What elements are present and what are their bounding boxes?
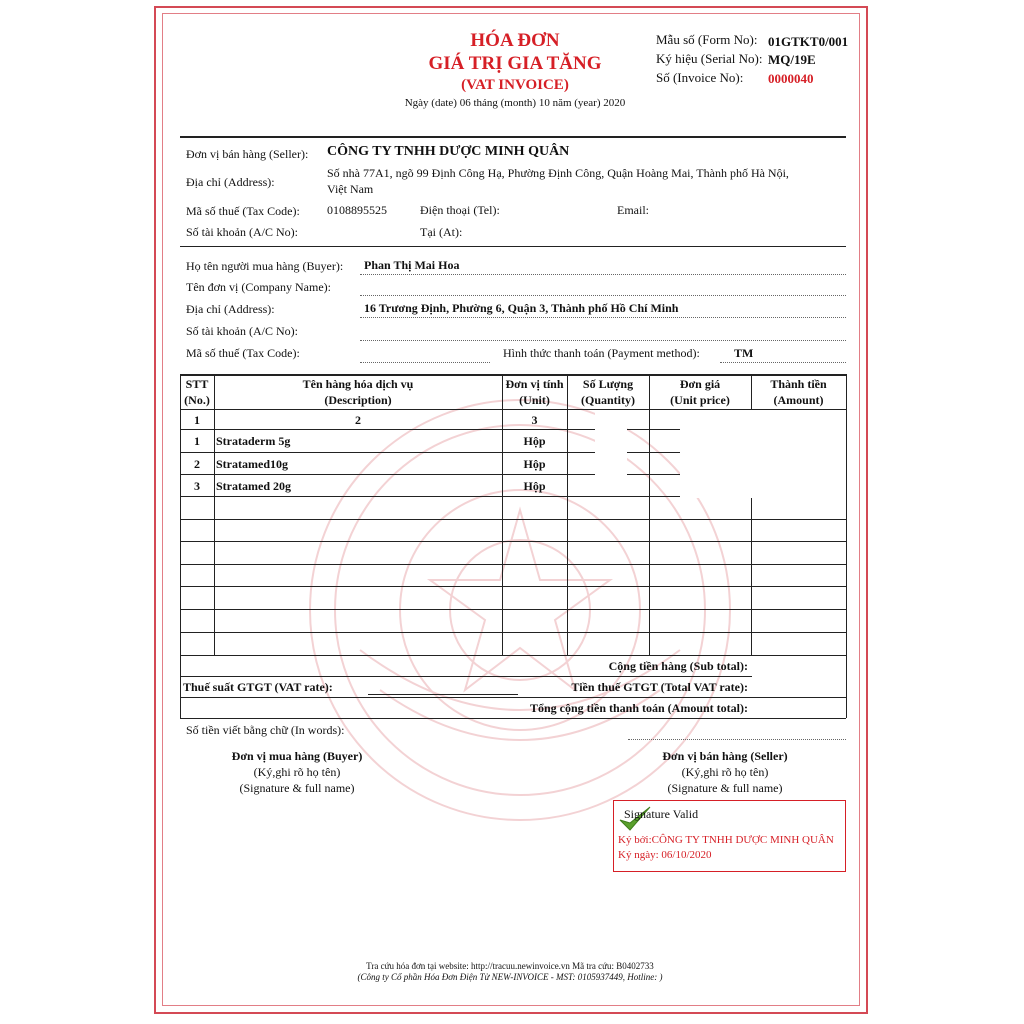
seller-divider: [180, 246, 846, 247]
seller-address-label: Địa chỉ (Address):: [186, 175, 275, 189]
redaction-mask: [680, 410, 846, 498]
header-no: STT: [185, 377, 209, 391]
digital-signature-box: [613, 800, 846, 872]
total-line: [180, 718, 846, 719]
table-row-line: [180, 519, 846, 520]
footer-lookup: Tra cứu hóa đơn tại website: http://tracuu.newinvoice.vn Mã tra cứu: B0402733: [366, 961, 654, 971]
table-row-line: [180, 564, 846, 565]
header-divider: [180, 136, 846, 138]
seller-sign-title: Đơn vị bán hàng (Seller): [662, 749, 788, 763]
invoice-date: Ngày (date) 06 tháng (month) 10 năm (year) 2020: [404, 97, 626, 109]
redaction-mask: [752, 656, 846, 696]
header-description: Tên hàng hóa dịch vụ: [302, 377, 414, 391]
form-no: 01GTKT0/001: [768, 34, 849, 49]
table-row-line: [180, 655, 846, 656]
footer-provider: (Công ty Cổ phần Hóa Đơn Điện Tử NEW-INVOICE - MST: 0105937449, Hotline: ): [357, 972, 663, 982]
table-top-line: [180, 374, 846, 376]
table-row-line: [180, 541, 846, 542]
redaction-mask: [595, 410, 627, 476]
seller-address-line1: Số nhà 77A1, ngõ 99 Định Công Hạ, Phường Định Công, Quận Hoàng Mai, Thành phố Hà Nội,: [327, 166, 789, 180]
vat-line: [180, 697, 846, 698]
buyer-account-label: Số tài khoản (A/C No):: [186, 324, 298, 338]
header-amount-en: (Amount): [773, 393, 824, 407]
table-row-line: [180, 632, 846, 633]
seller-name-label: Đơn vị bán hàng (Seller):: [186, 147, 309, 161]
invoice-no: 0000040: [768, 71, 814, 86]
in-words-dotline: [628, 739, 846, 740]
row-description: Strataderm 5g: [216, 434, 291, 448]
buyer-address-label: Địa chỉ (Address):: [186, 302, 275, 316]
seller-at-label: Tại (At):: [420, 225, 463, 239]
index-cell: 2: [355, 413, 361, 427]
seller-name: CÔNG TY TNHH DƯỢC MINH QUÂN: [327, 144, 570, 159]
row-unit: Hộp: [523, 457, 546, 471]
form-no-label: Mẫu số (Form No):: [656, 32, 758, 47]
buyer-tax-label: Mã số thuế (Tax Code):: [186, 346, 300, 360]
header-unit-price: Đơn giá: [679, 377, 721, 391]
table-row-line: [180, 609, 846, 610]
buyer-address: 16 Trương Định, Phường 6, Quận 3, Thành phố Hồ Chí Minh: [364, 301, 679, 315]
buyer-name-label: Họ tên người mua hàng (Buyer):: [186, 259, 344, 273]
header-quantity-en: (Quantity): [581, 393, 635, 407]
buyer-company-dotline: [360, 295, 846, 296]
buyer-sign-sub2: (Signature & full name): [239, 781, 355, 795]
row-description: Stratamed 20g: [216, 479, 291, 493]
signed-date: Ký ngày: 06/10/2020: [618, 849, 712, 861]
title-vn-2: GIÁ TRỊ GIA TĂNG: [428, 53, 602, 74]
seller-tax-label: Mã số thuế (Tax Code):: [186, 204, 300, 218]
header-unit-price-en: (Unit price): [670, 393, 730, 407]
buyer-name-dotline: [360, 274, 846, 275]
subtotal-label: Cộng tiền hàng (Sub total):: [608, 659, 748, 673]
row-no: 1: [194, 434, 200, 448]
seller-address-line2: Việt Nam: [327, 182, 374, 196]
redaction-mask: [752, 698, 842, 717]
buyer-address-dotline: [360, 317, 846, 318]
in-words-label: Số tiền viết bằng chữ (In words):: [186, 723, 345, 737]
title-vn: HÓA ĐƠN: [470, 30, 560, 51]
seller-email-label: Email:: [617, 203, 649, 217]
table-col-line: [567, 374, 568, 655]
vat-rate-line: [368, 694, 518, 695]
signed-by: Ký bởi:CÔNG TY TNHH DƯỢC MINH QUÂN: [618, 834, 834, 846]
seller-tel-label: Điện thoại (Tel):: [420, 203, 500, 217]
index-cell: 1: [194, 413, 200, 427]
subtotal-line: [180, 676, 846, 677]
vat-rate-label: Thuế suất GTGT (VAT rate):: [183, 680, 333, 694]
payment-dotline: [720, 362, 846, 363]
header-unit-en: (Unit): [519, 393, 550, 407]
buyer-sign-title: Đơn vị mua hàng (Buyer): [231, 749, 363, 763]
row-unit: Hộp: [523, 479, 546, 493]
payment-method-label: Hình thức thanh toán (Payment method):: [503, 346, 700, 360]
buyer-account-dotline: [360, 340, 846, 341]
table-row-line: [180, 586, 846, 587]
table-col-line: [649, 374, 650, 655]
header-unit: Đơn vị tính: [505, 377, 564, 391]
header-amount: Thành tiền: [770, 377, 827, 391]
header-quantity: Số Lượng: [582, 377, 634, 391]
row-no: 2: [194, 457, 200, 471]
invoice-no-label: Số (Invoice No):: [656, 70, 744, 85]
row-unit: Hộp: [523, 434, 546, 448]
buyer-tax-dotline: [360, 362, 490, 363]
seller-tax-code: 0108895525: [327, 203, 387, 217]
grand-total-label: Tổng cộng tiền thanh toán (Amount total):: [529, 701, 748, 715]
index-cell: 3: [531, 413, 538, 427]
row-description: Stratamed10g: [216, 457, 288, 471]
payment-method: TM: [734, 346, 754, 360]
title-en: (VAT INVOICE): [461, 77, 569, 93]
header-description-en: (Description): [324, 393, 392, 407]
row-no: 3: [194, 479, 200, 493]
signature-valid-text: Signature Valid: [624, 807, 699, 821]
vat-total-label: Tiền thuế GTGT (Total VAT rate):: [571, 680, 748, 694]
serial-label: Ký hiệu (Serial No):: [656, 51, 763, 66]
buyer-company-label: Tên đơn vị (Company Name):: [186, 280, 331, 294]
seller-sign-sub1: (Ký,ghi rõ họ tên): [681, 765, 769, 779]
buyer-sign-sub1: (Ký,ghi rõ họ tên): [253, 765, 341, 779]
seller-sign-sub2: (Signature & full name): [667, 781, 783, 795]
seller-account-label: Số tài khoản (A/C No):: [186, 225, 298, 239]
table-col-line: [846, 374, 847, 718]
header-no-en: (No.): [184, 393, 210, 407]
buyer-name: Phan Thị Mai Hoa: [364, 258, 460, 272]
serial-no: MQ/19E: [768, 52, 816, 67]
watermark-emblem-icon: [300, 390, 740, 830]
